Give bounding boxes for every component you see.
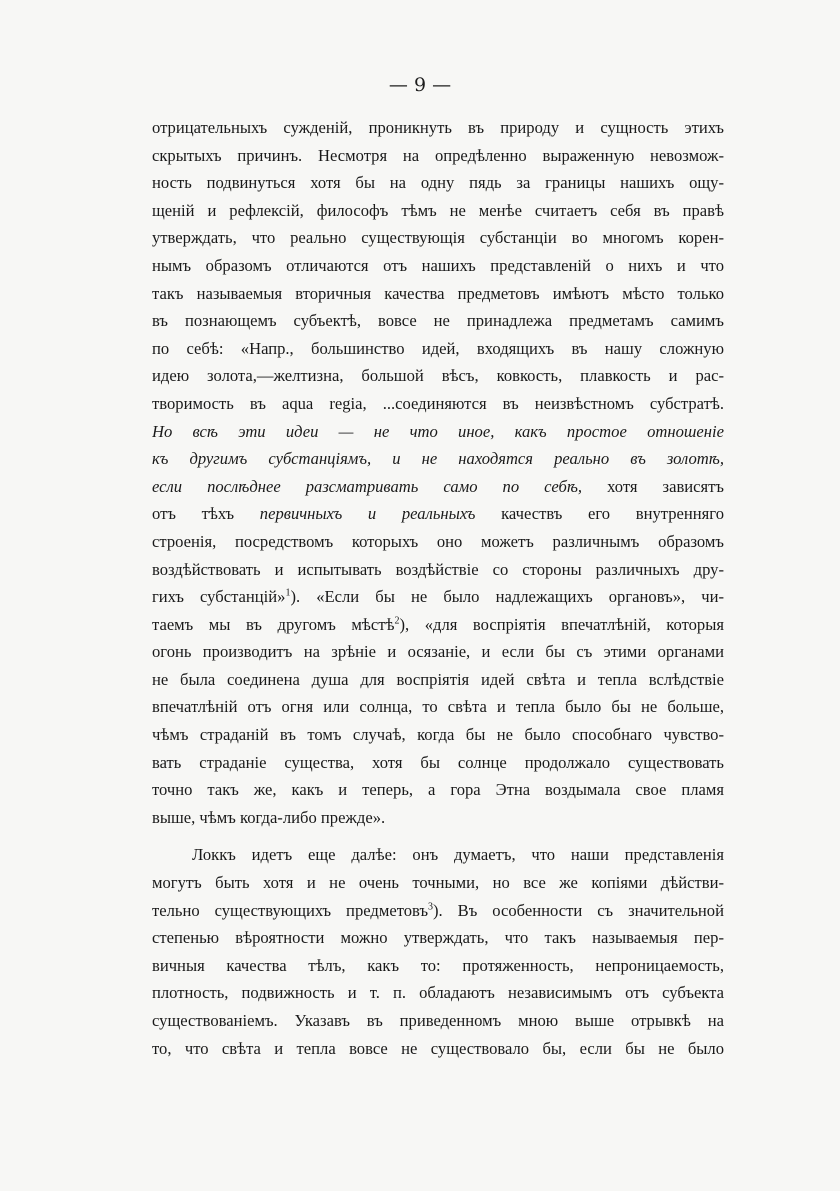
roman-text: ). Въ особенности съ значительной: [433, 900, 724, 920]
roman-text: гихъ субстанцій»: [152, 587, 286, 607]
text-line: творимость въ aqua regia, ...соединяются въ неизвѣстномъ субстратѣ.: [152, 393, 724, 413]
text-line: отрицательныхъ сужденій, проникнуть въ природу и сущность этихъ: [152, 118, 724, 137]
text-line-italic: [152, 445, 724, 473]
roman-text: ), «для воспріятія впечатлѣній, которыя: [399, 614, 724, 634]
text-line: вать страданіе существа, хотя бы солнце продолжало существовать: [152, 752, 724, 772]
text-line: идею золота,—желтизна, большой вѣсъ, ковкость, плавкость и рас-: [152, 366, 724, 386]
roman-text: отъ тѣхъ: [152, 504, 260, 524]
text-line: могутъ быть хотя и не очень точными, но все же копіями дѣйстви-: [152, 873, 724, 893]
text-line-mixed: [152, 500, 724, 528]
text-line: по себѣ: «Напр., большинство идей, входящихъ въ нашу сложную: [152, 338, 724, 358]
footnote-marker: 3: [428, 901, 434, 913]
text-line: вичныя качества тѣлъ, какъ то: протяженность, непроницаемость,: [152, 955, 724, 975]
text-line: то, что свѣта и тепла вовсе не существовало бы, если бы не было: [152, 1038, 724, 1058]
italic-text: къ другимъ субстанціямъ, и не находятся реально въ золотѣ,: [152, 449, 724, 469]
text-line: степенью вѣроятности можно утверждать, что такъ называемыя пер-: [152, 928, 724, 948]
roman-text: качествъ его внутренняго: [475, 504, 724, 524]
text-line: не была соединена душа для воспріятія идей свѣта и тепла вслѣдствіе: [152, 669, 724, 689]
text-line: утверждать, что реально существующія субстанціи во многомъ корен-: [152, 228, 724, 248]
text-line: нымъ образомъ отличаются отъ нашихъ представленій о нихъ и что: [152, 255, 724, 275]
text-line: плотность, подвижность и т. п. обладаютъ независимымъ отъ субъекта: [152, 983, 724, 1003]
text-line: щеній и рефлексій, философъ тѣмъ не менѣе считаетъ себя въ правѣ: [152, 200, 724, 220]
text-line-footnote: [152, 897, 724, 925]
text-line: существованіемъ. Указавъ въ приведенномъ мною выше отрывкѣ на: [152, 1011, 724, 1030]
roman-text: таемъ мы въ другомъ мѣстѣ: [152, 614, 395, 634]
footnote-marker: 1: [285, 587, 291, 599]
text-line: въ познающемъ субъектѣ, вовсе не принадлежа предметамъ самимъ: [152, 311, 724, 331]
text-line: огонь производитъ на зрѣніе и осязаніе, и если бы съ этими органами: [152, 642, 724, 662]
text-line-footnote: [152, 611, 724, 639]
roman-text: хотя зависятъ: [582, 476, 724, 496]
text-line: точно такъ же, какъ и теперь, а гора Этна воздымала свое пламя: [152, 780, 724, 800]
italic-text: первичныхъ и реальныхъ: [259, 504, 476, 524]
footnote-marker: 2: [394, 615, 400, 627]
text-line: строенія, посредствомъ которыхъ оно можетъ различнымъ образомъ: [152, 531, 724, 551]
body-text: [152, 114, 724, 1062]
text-line: воздѣйствовать и испытывать воздѣйствіе со стороны различныхъ дру-: [152, 559, 724, 579]
text-line: ность подвинуться хотя бы на одну пядь за границы нашихъ ощу-: [152, 173, 724, 193]
text-line: такъ называемыя вторичныя качества предметовъ имѣютъ мѣсто только: [152, 283, 724, 303]
italic-text: если послѣднее разсматривать само по себѣ,: [152, 476, 583, 496]
text-line: скрытыхъ причинъ. Несмотря на опредѣленно выраженную невозмож-: [152, 145, 724, 165]
text-line: впечатлѣній отъ огня или солнца, то свѣта и тепла было бы не больше,: [152, 697, 724, 717]
paragraph-start: Локкъ идетъ еще далѣе: онъ думаетъ, что наши представленія: [192, 845, 724, 865]
text-line: чѣмъ страданій въ томъ случаѣ, когда бы не было способнаго чувство-: [152, 725, 724, 745]
roman-text: тельно существующихъ предметовъ: [152, 900, 429, 920]
text-line-footnote: [152, 583, 724, 611]
text-line-mixed: [152, 473, 724, 501]
italic-text: Но всѣ эти идеи — не что иное, какъ простое отношеніе: [152, 421, 724, 441]
text-line-italic: [152, 418, 724, 446]
text-line: выше, чѣмъ когда-либо прежде».: [152, 807, 386, 827]
page-number: — 9 —: [388, 74, 452, 96]
roman-text: ). «Если бы не было надлежащихъ органовъ», чи-: [290, 587, 724, 607]
